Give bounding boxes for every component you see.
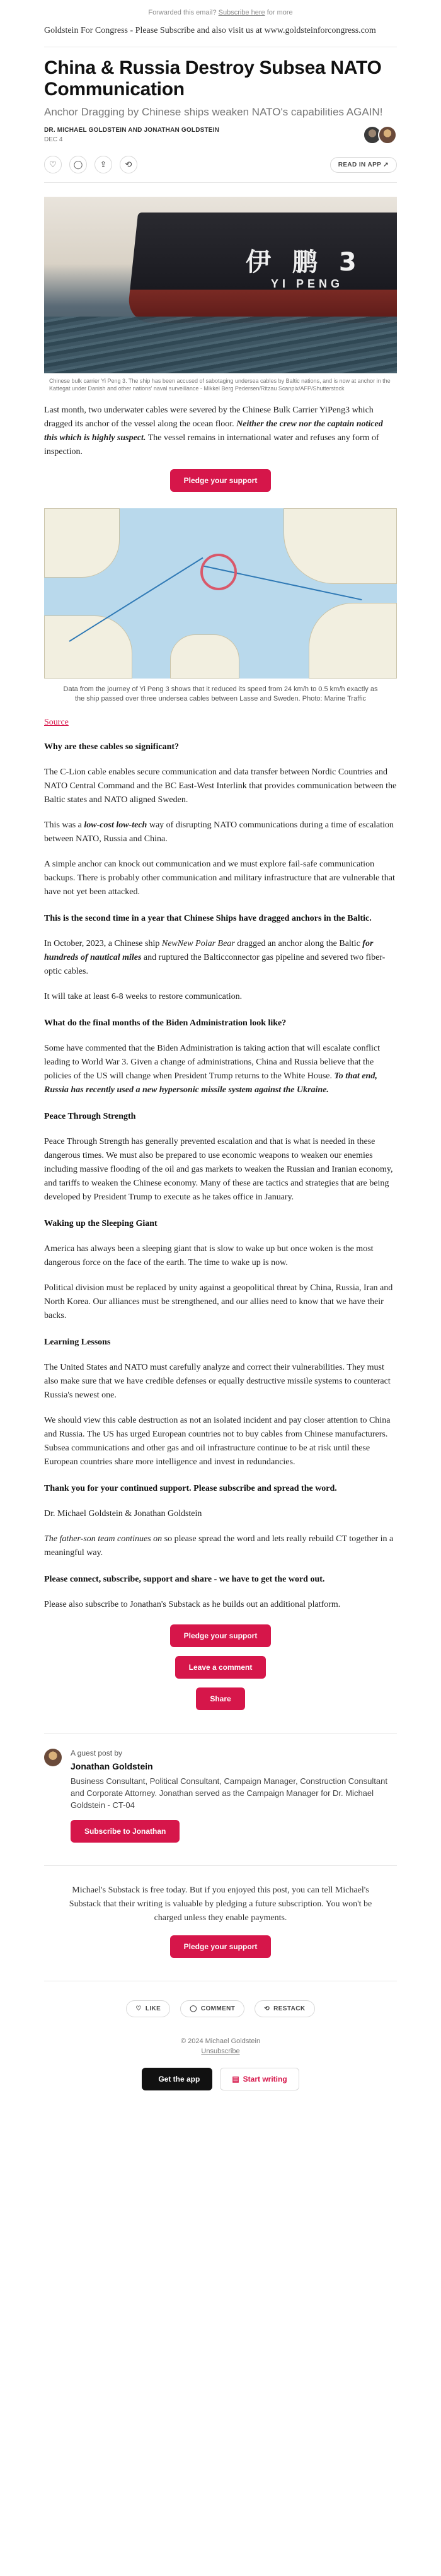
restack-label: RESTACK (273, 2005, 306, 2012)
paragraph: Please also subscribe to Jonathan's Substack as he builds out an additional platform. (44, 1600, 341, 1609)
map-land (44, 508, 120, 578)
email-container (44, 0, 397, 2090)
like-button[interactable] (126, 2000, 170, 2017)
restack-icon[interactable]: ⟲ (120, 156, 137, 173)
paragraph (44, 819, 397, 846)
paragraph (44, 1042, 397, 1097)
text: and ruptured the Balticconnector gas pipeline and severed two fiber-optic cables. (44, 953, 386, 976)
post-actions-bar (44, 156, 397, 183)
heart-icon: ♡ (135, 2005, 142, 2012)
marine-traffic-map[interactable] (44, 508, 397, 679)
intro-paragraph (44, 404, 397, 459)
section-heading: What do the final months of the Biden Administration look like? (44, 1018, 287, 1028)
cable-site-marker (200, 554, 237, 590)
post-title[interactable]: China & Russia Destroy Subsea NATO Communication (44, 57, 382, 100)
pledge-box (44, 1865, 397, 1958)
restack-icon: ⟲ (264, 2005, 270, 2012)
comment-icon: ◯ (190, 2005, 197, 2012)
text-emphasis: To that end, Russia has recently used a new hypersonic missile system against the Ukraine. (44, 1071, 377, 1095)
guest-author-name[interactable]: Jonathan Goldstein (71, 1761, 153, 1771)
map-land (44, 615, 132, 679)
bottom-actions-bar (44, 1981, 397, 2017)
paragraph (44, 1532, 397, 1560)
text-emphasis: The father-son team continues on (44, 1534, 163, 1544)
ship-name-english: YI PENG (271, 277, 344, 290)
ship-name-chinese: 伊 鹏 3 (246, 248, 363, 277)
source-link[interactable]: Source (44, 718, 69, 727)
post-authors[interactable]: DR. MICHAEL GOLDSTEIN AND JONATHAN GOLDSTEIN (44, 127, 220, 134)
text-emphasis: low-cost low-tech (84, 820, 147, 830)
pledge-box-text: Michael's Substack is free today. But if you enjoyed this post, you can tell Michael's Substack that their writing is valuable by pledging a future subscription. You won't be charged unless they enable payments. (69, 1885, 372, 1923)
for-more-text: for more (266, 9, 293, 16)
paragraph: Peace Through Strength has generally prevented escalation and that is what is needed in these dangerous times. We must also be prepared to use economic weapons to weaken our enemies including massive flooding of the oil and gas markets to weaken the Russian and Iranian economy, and tariffs to weaken the Chinese economy. Many of these are tactics and strategies that are being developed by President Trump to execute as he takes office in January. (44, 1137, 393, 1202)
comment-button[interactable] (180, 2000, 244, 2017)
section-heading: Waking up the Sleeping Giant (44, 1219, 158, 1228)
avatar[interactable] (378, 125, 397, 144)
text: so please spread the word and lets really rebuild CT together in a meaningful way. (44, 1534, 394, 1558)
forwarded-text: Forwarded this email? (148, 9, 217, 16)
heart-icon[interactable]: ♡ (44, 156, 62, 173)
intro-text-a: Last month, two underwater cables were severed by the Chinese Bulk Carrier YiPeng3 which dragged its anchor of the vessel along the ocean floor. (44, 405, 374, 429)
section-heading: Peace Through Strength (44, 1112, 136, 1121)
text: In October, 2023, a Chinese ship (44, 939, 162, 948)
section-heading: Learning Lessons (44, 1338, 111, 1347)
sea-waves (44, 317, 397, 373)
pledge-support-button[interactable]: Pledge your support (170, 469, 272, 492)
paragraph: It will take at least 6-8 weeks to restore communication. (44, 992, 243, 1001)
footer (44, 2036, 397, 2056)
paragraph: Political division must be replaced by unity against a geopolitical threat by China, Russia, Iran and North Korea. Our alliances must be strengthened, and our allies need to know that we have their backs. (44, 1283, 393, 1320)
paragraph: A simple anchor can knock out communication and we must explore fail-safe communication backups. There is probably other communication and military infrastructure that are vulnerable that have not yet been attacked. (44, 860, 395, 897)
section-heading: Thank you for your continued support. Please subscribe and spread the word. (44, 1484, 337, 1493)
intro-text-c: The vessel remains in international water and refuses any form of inspection. (44, 433, 379, 457)
get-app-button[interactable] (142, 2068, 212, 2090)
share-button[interactable]: Share (196, 1687, 244, 1710)
substack-logo-icon: ▤ (232, 2075, 239, 2084)
section-heading: This is the second time in a year that Chinese Ships have dragged anchors in the Baltic. (44, 914, 372, 923)
map-caption: Data from the journey of Yi Peng 3 shows that it reduced its speed from 24 km/h to 0.5 km/h exactly as the ship passed over three undersea cables between Lasse and Sweden. Photo: Marine Traffic (63, 685, 378, 702)
post-meta (44, 125, 397, 144)
paragraph: We should view this cable destruction as not an isolated incident and pay closer attention to China and Russia. The US has urged European countries not to buy cables from Chinese manufacturers. Subsea communications and other gas and oil infrastructure continue to be at risk until these European countries share more intelligence and invest in redundancies. (44, 1416, 391, 1467)
paragraph (44, 937, 397, 979)
text: This was a (44, 820, 84, 830)
comment-label: COMMENT (200, 2005, 236, 2012)
start-writing-label: Start writing (243, 2075, 287, 2084)
text: way of disrupting NATO communications during a time of escalation between NATO, Russia and China. (44, 820, 394, 844)
section-heading: Why are these cables so significant? (44, 742, 180, 752)
hero-caption: Chinese bulk carrier Yi Peng 3. The ship has been accused of sabotaging undersea cables by Baltic nations, and is now at anchor in the Kattegat under Danish and other nations' naval surveillance - Mikkel Berg Pedersen/Ritzau Scanpix/AFP/Shutterstock (49, 378, 391, 392)
paragraph: Dr. Michael Goldstein & Jonathan Goldstein (44, 1509, 202, 1518)
paragraph: The C-Lion cable enables secure communication and data transfer between Nordic Countries and NATO Central Command and the BC East-West Interlink that provides communication between the Baltic states and NATO aligned Sweden. (44, 767, 397, 805)
subscribe-jonathan-button[interactable]: Subscribe to Jonathan (71, 1820, 180, 1843)
paragraph: America has always been a sleeping giant that is slow to wake up but once woken is the most dangerous force on the face of the earth. The time to wake up is now. (44, 1244, 374, 1268)
guest-author-bio: Business Consultant, Political Consultant, Campaign Manager, Construction Consultant and Corporate Attorney. Jonathan served as the Campaign Manager for Dr. Michael Goldstein - CT-04 (71, 1776, 387, 1810)
map-land (170, 634, 239, 679)
restack-button[interactable] (255, 2000, 314, 2017)
preheader-text: Goldstein For Congress - Please Subscribe and also visit us at www.goldsteinforcongress.com (44, 26, 376, 35)
share-icon[interactable]: ⇪ (94, 156, 112, 173)
paragraph: The United States and NATO must carefully analyze and correct their vulnerabilities. They must also make sure that we have credible defenses or equally destructive missile systems to counteract Russia's newest one. (44, 1363, 391, 1400)
copyright: © 2024 Michael Goldstein (180, 2037, 261, 2045)
text-emphasis: NewNew Polar Bear (161, 939, 235, 948)
like-label: LIKE (145, 2005, 161, 2012)
map-land (284, 508, 397, 584)
start-writing-button[interactable] (220, 2068, 299, 2090)
pledge-support-button[interactable]: Pledge your support (170, 1935, 272, 1958)
text-emphasis: for hundreds of nautical miles (44, 939, 374, 962)
comment-icon[interactable]: ◯ (69, 156, 87, 173)
pledge-support-button[interactable]: Pledge your support (170, 1624, 272, 1647)
forward-bar (44, 0, 397, 20)
post-date: DEC 4 (44, 136, 63, 143)
author-avatars (363, 125, 397, 144)
section-heading: Please connect, subscribe, support and share - we have to get the word out. (44, 1575, 325, 1584)
text: dragged an anchor along the Baltic (234, 939, 363, 948)
get-app-label: Get the app (158, 2075, 200, 2084)
text: Some have commented that the Biden Administration is taking action that will escalate conflict leading to World War 3. Given a change of administrations, China and Russia believe that the policies of the US will change when President Trump returns to the White House. (44, 1044, 381, 1081)
app-buttons (44, 2068, 397, 2090)
guest-post-label: A guest post by (71, 1749, 123, 1757)
post-subtitle: Anchor Dragging by Chinese ships weaken NATO's capabilities AGAIN! (44, 106, 383, 118)
avatar[interactable] (44, 1749, 62, 1766)
guest-author-card (44, 1733, 397, 1843)
read-in-app-button[interactable]: READ IN APP ↗ (330, 157, 397, 173)
leave-comment-button[interactable]: Leave a comment (175, 1656, 266, 1679)
hero-image-ship[interactable] (44, 197, 397, 373)
unsubscribe-link[interactable]: Unsubscribe (201, 2048, 240, 2055)
subscribe-here-link[interactable]: Subscribe here (218, 9, 265, 16)
map-land (309, 603, 397, 679)
intro-text-emphasis: Neither the crew nor the captain noticed this which is highly suspect. (44, 419, 383, 443)
